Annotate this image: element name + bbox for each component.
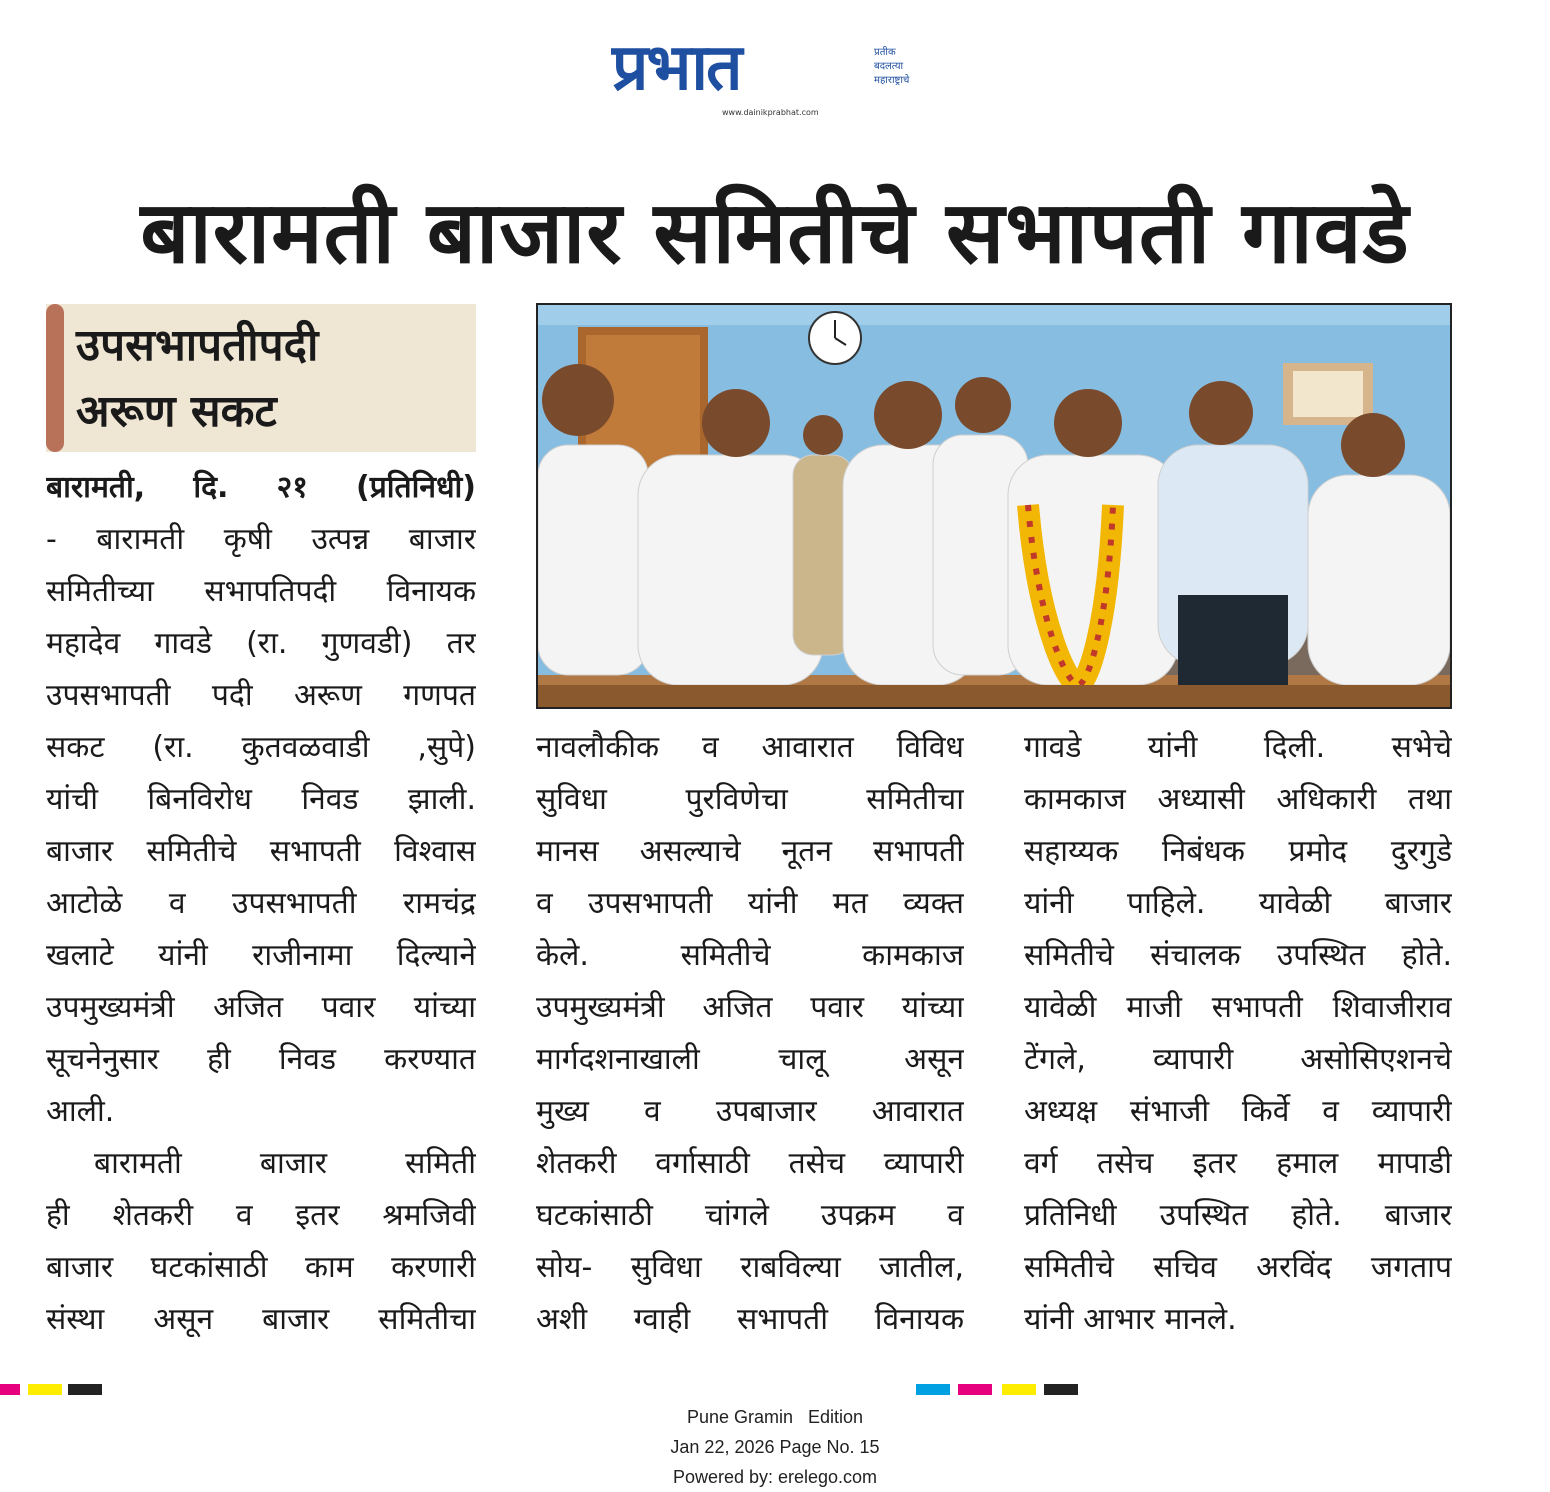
edition-footer (0, 1402, 1550, 1492)
article-line: समितीचे सचिव अरविंद जगताप (1024, 1250, 1452, 1285)
article-line: मुख्य व उपबाजार आवारात (536, 1094, 964, 1129)
logo-tagline (874, 46, 954, 88)
subheadline-accent-bar (46, 304, 64, 452)
tagline-line: प्रतीक (874, 47, 896, 58)
color-mark-yellow (1002, 1384, 1036, 1395)
article-line: बारामती बाजार समिती (94, 1146, 476, 1181)
article-line: अध्यक्ष संभाजी किर्वे व व्यापारी (1024, 1094, 1452, 1129)
article-column-2 (536, 722, 964, 1346)
powered-by: Powered by: erelego.com (672, 1467, 878, 1487)
photo-illustration (538, 305, 1450, 707)
article-line: यावेळी माजी सभापती शिवाजीराव (1024, 990, 1452, 1025)
subheadline-line-1: उपसभापतीपदी (76, 320, 319, 371)
article-column-3 (1024, 722, 1452, 1346)
article-line: मानस असल्याचे नूतन सभापती (536, 834, 964, 869)
color-mark-magenta (0, 1384, 20, 1395)
article-line: आटोळे व उपसभापती रामचंद्र (46, 886, 476, 921)
color-mark-black (68, 1384, 102, 1395)
article-line: समितीचे संचालक उपस्थित होते. (1024, 938, 1452, 973)
article-line: उपमुख्यमंत्री अजित पवार यांच्या (536, 990, 964, 1025)
dateline: बारामती, दि. २१ (प्रतिनिधी) (46, 470, 476, 505)
headline: बारामती बाजार समितीचे सभापती गावडे (140, 183, 1410, 283)
article-line: मार्गदशनाखाली चालू असून (536, 1042, 964, 1077)
edition-date-page: Jan 22, 2026 Page No. 15 (670, 1437, 880, 1457)
article-line: - बारामती कृषी उत्पन्न बाजार (46, 522, 476, 557)
article-line: यांनी पाहिले. यावेळी बाजार (1024, 886, 1452, 921)
article-line: सहाय्यक निबंधक प्रमोद दुरगुडे (1024, 834, 1452, 869)
article-line: वर्ग तसेच इतर हमाल मापाडी (1024, 1146, 1452, 1181)
subheadline-box (46, 304, 476, 452)
article-line: उपसभापती पदी अरूण गणपत (46, 678, 476, 713)
subheadline-line-2: अरूण सकट (76, 386, 277, 437)
article-line: संस्था असून बाजार समितीचा (46, 1302, 476, 1337)
article-line: आली. (46, 1094, 115, 1129)
color-mark-yellow (28, 1384, 62, 1395)
article-line: कामकाज अध्यासी अधिकारी तथा (1024, 782, 1452, 817)
article-line: शेतकरी वर्गासाठी तसेच व्यापारी (536, 1146, 964, 1181)
logo-url: www.dainikprabhat.com (722, 108, 819, 117)
color-mark-magenta (958, 1384, 992, 1395)
article-line: यांची बिनविरोध निवड झाली. (46, 782, 476, 817)
article-line: समितीच्या सभापतिपदी विनायक (46, 574, 476, 609)
article-line: केले. समितीचे कामकाज (536, 938, 964, 973)
article-line: उपमुख्यमंत्री अजित पवार यांच्या (46, 990, 476, 1025)
newspaper-logo: प्रभात (612, 31, 741, 105)
article-line: अशी ग्वाही सभापती विनायक (536, 1302, 964, 1337)
color-mark-cyan (916, 1384, 950, 1395)
article-column-1 (46, 462, 476, 1346)
article-line: गावडे यांनी दिली. सभेचे (1024, 730, 1452, 765)
article-line: टेंगले, व्यापारी असोसिएशनचे (1024, 1042, 1452, 1077)
news-photo (536, 303, 1452, 709)
article-line: सकट (रा. कुतवळवाडी ,सुपे) (46, 730, 476, 765)
masthead (612, 28, 952, 123)
article-line: महादेव गावडे (रा. गुणवडी) तर (46, 626, 476, 661)
article-line: बाजार घटकांसाठी काम करणारी (46, 1250, 476, 1285)
article-line: घटकांसाठी चांगले उपक्रम व (536, 1198, 964, 1233)
tagline-line: महाराष्ट्राचे (874, 75, 910, 86)
article-line: व उपसभापती यांनी मत व्यक्त (536, 886, 964, 921)
article-line: बाजार समितीचे सभापती विश्वास (46, 834, 476, 869)
article-line: सूचनेनुसार ही निवड करण्यात (46, 1042, 476, 1077)
article-line: सुविधा पुरविणेचा समितीचा (536, 782, 964, 817)
article-line: नावलौकीक व आवारात विविध (536, 730, 964, 765)
article-line: यांनी आभार मानले. (1024, 1302, 1237, 1337)
edition-name: Pune Gramin Edition (686, 1407, 864, 1427)
article-line: सोय- सुविधा राबविल्या जातील, (536, 1250, 964, 1285)
color-mark-black (1044, 1384, 1078, 1395)
article-line: ही शेतकरी व इतर श्रमजिवी (46, 1198, 476, 1233)
article-line: खलाटे यांनी राजीनामा दिल्याने (46, 938, 476, 973)
article-line: प्रतिनिधी उपस्थित होते. बाजार (1024, 1198, 1452, 1233)
tagline-line: बदलत्या (874, 61, 904, 72)
